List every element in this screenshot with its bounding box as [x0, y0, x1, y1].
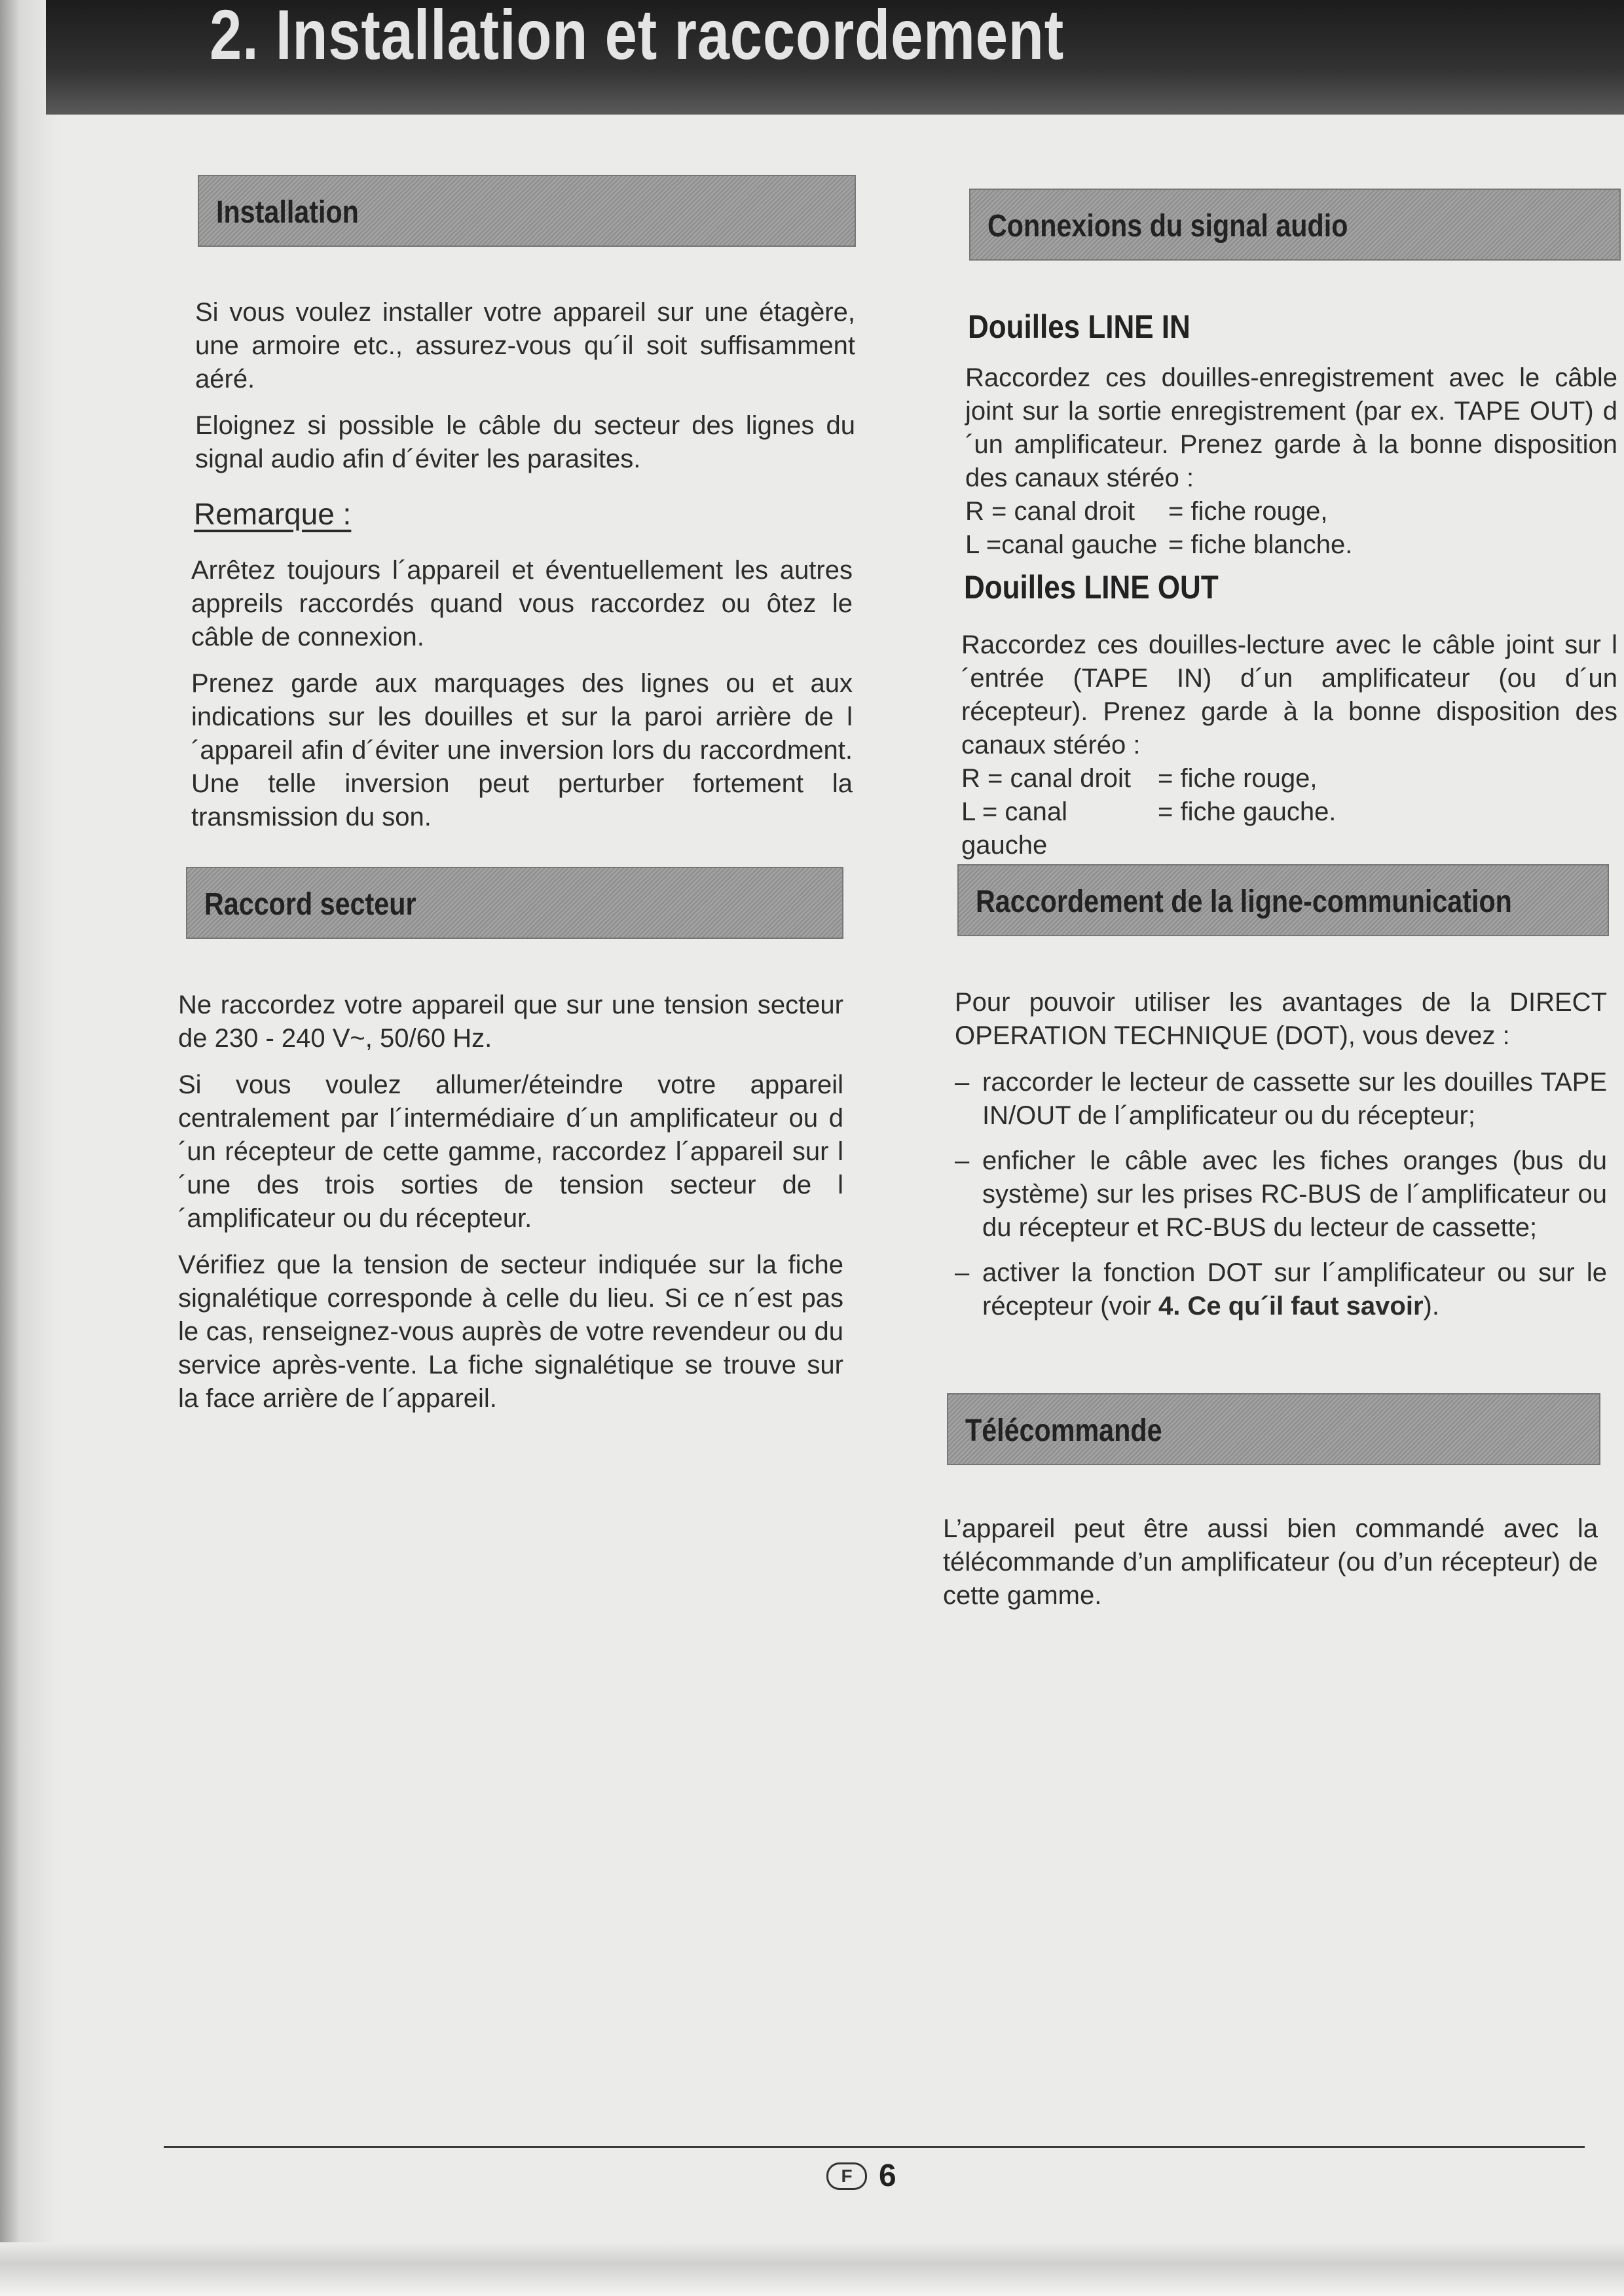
- paragraph: Pour pouvoir utiliser les avantages de la DIRECT OPERATION TECHNIQUE (DOT), vous devez :: [955, 988, 1607, 1050]
- raccord-secteur-text: [178, 989, 843, 1429]
- channel-row-r: [961, 762, 1617, 795]
- list-item-text: ).: [1423, 1292, 1439, 1321]
- subheading-line-in: Douilles LINE IN: [968, 308, 1190, 345]
- footer-rule: [164, 2146, 1585, 2148]
- line-out-text: [961, 629, 1617, 862]
- requirements-list: [955, 1066, 1607, 1323]
- title-bar: [46, 0, 1624, 115]
- section-header-raccordement-ligne: [957, 864, 1609, 936]
- channel-row-r: [965, 495, 1617, 528]
- channel-row-l: [961, 795, 1617, 862]
- channel-key: L =canal gauche: [965, 530, 1158, 559]
- remark-label: Remarque :: [194, 497, 352, 531]
- section-header-label: Installation: [216, 195, 359, 230]
- channel-key: R = canal droit: [961, 764, 1132, 793]
- subheading-line-out: Douilles LINE OUT: [964, 569, 1219, 606]
- channel-key: R = canal droit: [965, 497, 1135, 526]
- paragraph: Raccordez ces douilles-enregistrement avec le câble joint sur la sortie enregistrement (par ex. TAPE OUT) d´un amplificateur. Prenez garde à la bonne disposition des canaux stéréo :: [965, 363, 1617, 492]
- page-title: 2. Installation et raccordement: [210, 0, 1065, 74]
- page-bottom-edge: [0, 2242, 1624, 2296]
- channel-value: = fiche rouge,: [1158, 764, 1318, 793]
- channel-value: = fiche gauche.: [1158, 797, 1337, 826]
- list-item-text: activer la fonction DOT sur l´amplificateur ou sur le récepteur (voir: [982, 1258, 1607, 1321]
- section-header-label: Connexions du signal audio: [987, 209, 1348, 244]
- paragraph: Ne raccordez votre appareil que sur une tension secteur de 230 - 240 V~, 50/60 Hz.: [178, 991, 843, 1053]
- section-header-installation: [198, 175, 856, 247]
- section-header-telecommande: [947, 1393, 1600, 1465]
- channel-value: = fiche blanche.: [1168, 530, 1353, 559]
- list-item: – enficher le câble avec les fiches oranges (bus du système) sur les prises RC-BUS de l´amplificateur ou du récepteur et RC-BUS du lecteur de cassette;: [955, 1144, 1607, 1245]
- section-header-label: Raccord secteur: [204, 887, 416, 922]
- section-header-label: Télécommande: [965, 1413, 1162, 1448]
- channel-key: L = canal gauche: [961, 797, 1067, 860]
- channel-value: = fiche rouge,: [1168, 497, 1328, 526]
- language-badge: F: [826, 2162, 867, 2190]
- paragraph: Si vous voulez installer votre appareil sur une étagère, une armoire etc., assurez-vous qu´il soit suffisamment aéré.: [195, 298, 855, 393]
- section-header-label: Raccordement de la ligne-communication: [976, 884, 1512, 919]
- paragraph: Vérifiez que la tension de secteur indiquée sur la fiche signalétique corresponde à celle du lieu. Si ce n´est pas le cas, renseignez-vous auprès de votre revendeur ou du service après-vente. La fiche signalétique se trouve sur la face arrière de l´appareil.: [178, 1250, 843, 1413]
- cross-reference: 4. Ce qu´il faut savoir: [1158, 1292, 1424, 1321]
- page-number-group: [826, 2158, 896, 2194]
- paragraph: Si vous voulez allumer/éteindre votre appareil centralement par l´intermédiaire d´un amplificateur ou d´un récepteur de cette gamme, raccordez l´appareil sur l´une des trois sorties de tension secteur de l´amplificateur ou du récepteur.: [178, 1070, 843, 1233]
- section-header-raccord-secteur: [186, 867, 843, 939]
- installation-text: [195, 296, 855, 489]
- paragraph: Prenez garde aux marquages des lignes ou et aux indications sur les douilles et sur la paroi arrière de l´appareil afin d´éviter une inversion lors du raccordment. Une telle inversion peut perturber fortement la transmission du son.: [191, 669, 853, 831]
- paragraph: Raccordez ces douilles-lecture avec le câble joint sur l´entrée (TAPE IN) d´un amplificateur (ou d´un récepteur). Prenez garde à la bonne disposition des canaux stéréo :: [961, 630, 1617, 759]
- channel-row-l: [965, 528, 1617, 562]
- telecommande-text: [943, 1512, 1598, 1626]
- list-item: [955, 1256, 1607, 1323]
- list-item: – raccorder le lecteur de cassette sur les douilles TAPE IN/OUT de l´amplificateur ou du récepteur;: [955, 1066, 1607, 1133]
- line-in-text: [965, 361, 1617, 562]
- raccordement-ligne-text: [955, 986, 1607, 1335]
- paragraph: L’appareil peut être aussi bien commandé avec la télécommande d’un amplificateur (ou d’un récepteur) de cette gamme.: [943, 1514, 1598, 1610]
- paragraph: Eloignez si possible le câble du secteur des lignes du signal audio afin d´éviter les parasites.: [195, 411, 855, 473]
- paragraph: Arrêtez toujours l´appareil et éventuellement les autres appreils raccordés quand vous raccordez ou ôtez le câble de connexion.: [191, 556, 853, 651]
- section-header-connexions: [969, 189, 1621, 261]
- binding-edge: [0, 0, 59, 2296]
- page-number: 6: [879, 2159, 896, 2193]
- remark-text: [191, 554, 853, 847]
